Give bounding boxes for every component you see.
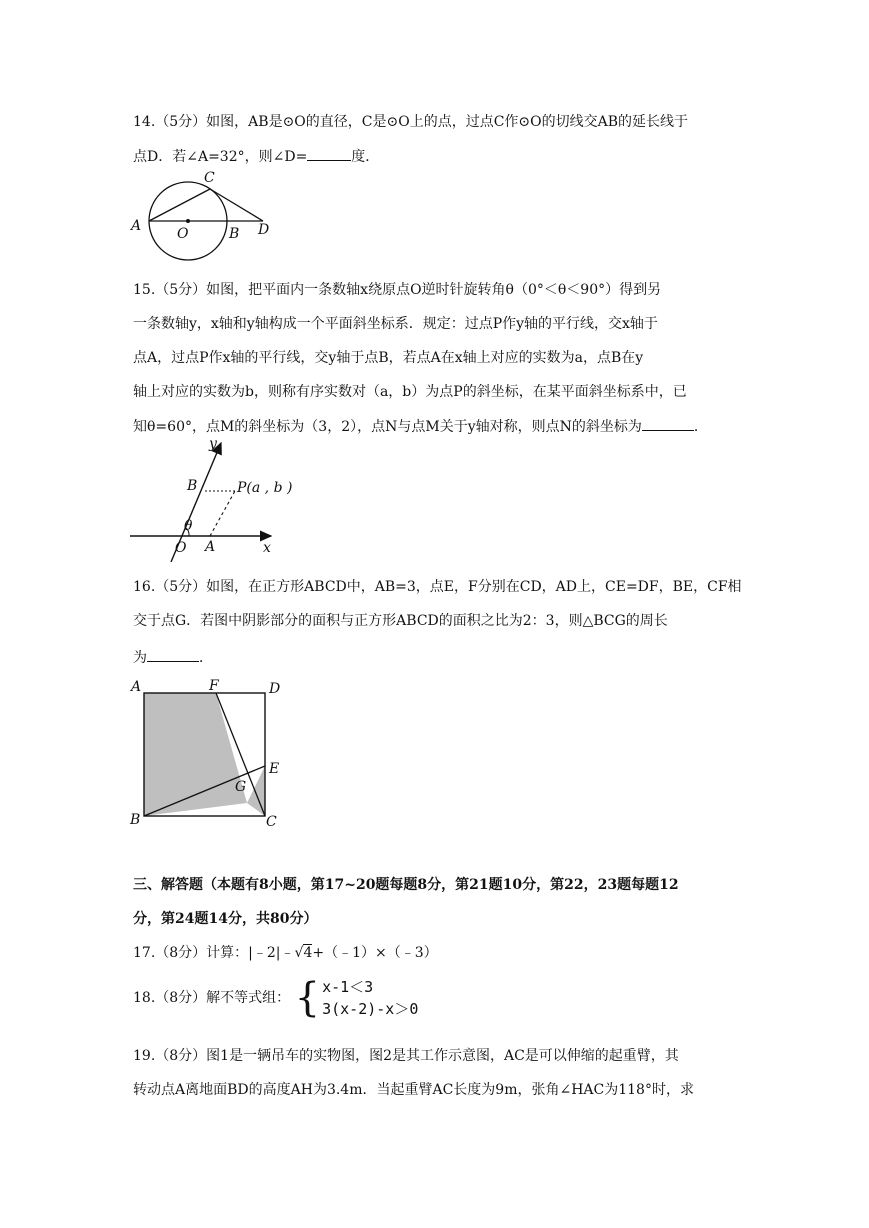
q16-square-figure bbox=[125, 676, 290, 831]
q16-line3 bbox=[133, 647, 213, 668]
q18-line bbox=[133, 976, 418, 1020]
q16-label-f: F bbox=[209, 678, 219, 694]
q14-line1: 14.（5分）如图，AB是⊙O的直径，C是⊙O上的点，过点C作⊙O的切线交AB的延长线于 bbox=[133, 114, 689, 130]
q16-label-d: D bbox=[269, 681, 281, 697]
q17-prefix: 17.（8分）计算：|﹣2|﹣ bbox=[133, 945, 295, 961]
q15-line2: 一条数轴y，x轴和y轴构成一个平面斜坐标系．规定：过点P作y轴的平行线，交x轴于 bbox=[133, 316, 658, 332]
q16-line1: 16.（5分）如图，在正方形ABCD中，AB=3，点E，F分别在CD，AD上，CE=DF，BE，CF相 bbox=[133, 579, 742, 595]
q18-inequality-2: 3(x-2)-x＞0 bbox=[322, 1000, 419, 1018]
q14-circle-figure bbox=[125, 168, 285, 270]
q14-label-c: C bbox=[204, 170, 215, 186]
q15-answer-blank bbox=[642, 416, 694, 431]
section3-heading-line2: 分，第24题14分，共80分） bbox=[133, 911, 318, 927]
q15-line1: 15.（5分）如图，把平面内一条数轴x绕原点O逆时针旋转角θ（0°＜θ＜90°）得到另 bbox=[133, 282, 662, 298]
q18-prefix: 18.（8分）解不等式组： bbox=[133, 990, 291, 1006]
q14-label-a: A bbox=[131, 218, 142, 234]
q15-line3: 点A，过点P作x轴的平行线，交y轴于点B，若点A在x轴上对应的实数为a，点B在y bbox=[133, 350, 644, 366]
q14-answer-blank bbox=[307, 146, 351, 161]
q15-text-before: 知θ=60°，点M的斜坐标为（3，2），点N与点M关于y轴对称，则点N的斜坐标为 bbox=[133, 419, 642, 435]
q15-label-y: y bbox=[209, 436, 217, 452]
sqrt-symbol-icon: √ bbox=[294, 945, 304, 961]
q18-inequality-1: x-1＜3 bbox=[322, 978, 374, 996]
q17-radicand: 4 bbox=[303, 945, 313, 961]
inequality-system bbox=[295, 976, 419, 1020]
q15-label-p: P(a , b ) bbox=[237, 480, 293, 496]
q15-label-o: O bbox=[175, 540, 187, 556]
q17-line bbox=[133, 943, 438, 963]
q16-text-after: ． bbox=[199, 650, 213, 666]
q17-suffix: +（﹣1）×（﹣3） bbox=[312, 945, 438, 961]
q16-label-e: E bbox=[269, 761, 280, 777]
q16-label-a: A bbox=[131, 679, 142, 695]
q16-label-c: C bbox=[266, 814, 277, 830]
q16-answer-blank bbox=[147, 647, 199, 662]
q14-line2 bbox=[133, 146, 379, 167]
q16-text-before: 为 bbox=[133, 650, 147, 666]
q14-label-o: O bbox=[177, 226, 189, 242]
q14-label-d: D bbox=[258, 222, 270, 238]
q15-line4: 轴上对应的实数为b，则称有序实数对（a，b）为点P的斜坐标，在某平面斜坐标系中，已 bbox=[133, 384, 687, 400]
q15-text-after: ． bbox=[693, 419, 708, 435]
q15-label-b: B bbox=[187, 478, 198, 494]
q16-label-b: B bbox=[130, 812, 141, 828]
q15-label-a: A bbox=[205, 539, 216, 555]
q14-label-b: B bbox=[229, 226, 240, 242]
q19-line1: 19.（8分）图1是一辆吊车的实物图，图2是其工作示意图，AC是可以伸缩的起重臂，其 bbox=[133, 1048, 679, 1064]
left-brace-icon: { bbox=[294, 975, 321, 1021]
q14-text-after: 度． bbox=[351, 149, 380, 165]
q15-oblique-axes-figure bbox=[125, 434, 310, 562]
q14-text-before: 点D．若∠A=32°，则∠D= bbox=[133, 149, 308, 165]
q15-label-theta: θ bbox=[184, 518, 193, 534]
section3-heading-line1: 三、解答题（本题有8小题，第17~20题每题8分，第21题10分，第22，23题每题12 bbox=[133, 877, 679, 893]
q15-label-x: x bbox=[263, 540, 271, 556]
q16-line2: 交于点G．若图中阴影部分的面积与正方形ABCD的面积之比为2：3，则△BCG的周长 bbox=[133, 613, 668, 629]
q16-label-g: G bbox=[235, 779, 247, 795]
q19-line2: 转动点A离地面BD的高度AH为3.4m．当起重臂AC长度为9m，张角∠HAC为118°时，求 bbox=[133, 1082, 694, 1098]
